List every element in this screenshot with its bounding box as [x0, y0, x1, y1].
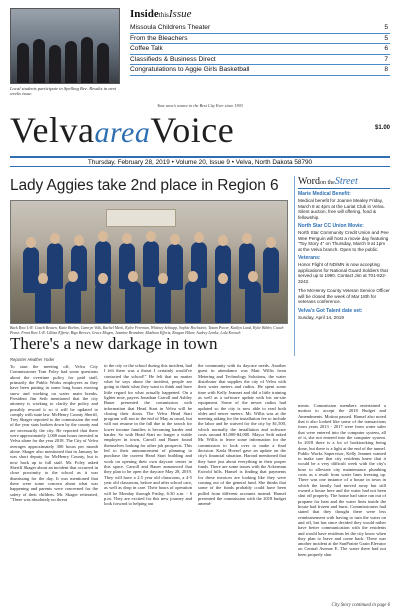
lead-headline: Lady Aggies take 2nd place in Region 6	[10, 177, 279, 194]
player-figure	[263, 247, 279, 293]
inside-item-label: Coffee Talk	[130, 45, 163, 53]
player-figure	[143, 241, 159, 287]
masthead-name-area: area	[94, 116, 151, 149]
inside-item[interactable]	[130, 34, 390, 45]
inside-item-page: 5	[384, 24, 388, 31]
story-column-2: to the city or the school during this incident, had I felt there was a threat I certainly would've contacted the school!" He felt that no matter what he says about the incident, people are going to think what they want to think and have little regard for what actually happened. On a lighter note, payers Jonathan Carroll and Ashley Bauer presented the commission with information that Head Start in Velva will be closing their doors. The Velva Head Start program will run to the end of May as usual, but will not resume in the fall due to the search for lower income families is becoming harder and harder. So with Head Start no longer a viable employer in town, Carroll and Bauer found themselves looking for other job prospects. This led to their announcement of planning to purchase the current Head Start building and work on opening their own daycare center in this space. Carroll and Bauer announced that they plan to be open the daycare May 28, 2019. They will have a 2.5 year old classroom, a 4-5 year old classroom, before and after school care, as well as drop in care. Their hours of operation will be Monday through Friday, 6:30 a.m. - 6 p.m. They are excited for this new journey and look forward to helping out	[104, 363, 192, 507]
person-figure	[33, 39, 45, 83]
wots-item	[298, 309, 390, 321]
person-figure	[17, 43, 29, 83]
inside-item-label: Classifieds & Business Direct	[130, 55, 216, 63]
wots-item-head: Marie Medical Benefit:	[298, 191, 351, 197]
masthead-name-velva: Velva	[10, 110, 95, 150]
player-figure	[167, 244, 183, 290]
wots-item-body: Honor Flight of ND/MN is now accepting applications for National Guard Soldiers that served up to 1990. Contact Jim at 701-822-3242.	[298, 262, 388, 284]
inside-title-issue: Issue	[168, 8, 192, 20]
wots-title	[298, 176, 390, 189]
wots-item-head: Velva's Got Talent date set:	[298, 307, 363, 314]
wots-item-head: North Star CC Union Movie:	[298, 223, 364, 229]
wots-item	[298, 224, 390, 252]
person-figure	[49, 45, 61, 83]
wots-item-body: North Star Community Credit Union and Pee Wee Penguin will host a movie day featuring "Toy Story 4" on Thursday, March 9 at 1pm at the Velva branch. Open to the public.	[298, 230, 389, 252]
inside-this-issue	[130, 8, 390, 96]
top-section	[10, 8, 390, 100]
story-byline: Reporter Heather Yoder	[10, 357, 55, 362]
person-figure	[81, 37, 93, 83]
price: $1.00	[374, 125, 390, 131]
inside-item[interactable]	[130, 65, 390, 76]
wots-item-body: Sunday, April 14, 2019	[298, 314, 344, 320]
wots-title-onthe: on the	[319, 180, 335, 186]
team-photo	[10, 200, 288, 324]
inside-item[interactable]	[130, 44, 390, 55]
wots-item	[298, 256, 390, 284]
inside-item-page: 8	[384, 66, 388, 74]
person-figure	[65, 41, 77, 83]
player-figure	[185, 281, 201, 323]
wots-item	[298, 288, 390, 305]
wots-item-head: Veterans:	[298, 255, 321, 261]
player-figure	[155, 283, 171, 323]
player-figure	[35, 283, 51, 323]
wots-title-street: Street	[334, 176, 358, 187]
inside-item-page: 6	[384, 45, 388, 53]
inside-item[interactable]	[130, 55, 390, 66]
player-figure	[65, 281, 81, 323]
inside-item[interactable]	[130, 23, 390, 34]
wots-title-word: Word	[298, 176, 320, 187]
column-rule	[294, 176, 295, 356]
inside-item-label: From the Bleachers	[130, 34, 188, 42]
player-figure	[215, 283, 231, 323]
wots-item	[298, 192, 390, 220]
masthead-tagline: Your area's source in the Best City Ever since 1903	[157, 103, 243, 108]
masthead-title	[10, 108, 390, 152]
player-figure	[47, 243, 63, 289]
inside-title	[130, 8, 390, 20]
masthead-name-voice: Voice	[150, 110, 235, 150]
wots-item-body: The McHenry County Veteran Service Officer will be closed the week of Mar 18th for veterans conference.	[298, 288, 390, 304]
player-figure	[125, 281, 141, 323]
story-column-1: To start the meeting off, Velva City Commissioner Tom Foley had some questions about the overtime policy for paid staff, primarily the Public Works employees as they have been putting in some long hours moving snow and working on water main breaks. President Jim Seib mentioned that the city attorney is working to clarify the policy and possibly reword it so it will be updated to comply with state law. McHenry County Sheriff, Trey Skager reported to the commission the end of the year stats broken down by the county and are necessarily the city. He reported that there were approximately 1,000 man hours invested in Velva alone for the year 2018. The City of Velva averages approximately 300 hours per month alone. Skager also mentioned that in January he was short deputy for McHenry County, but is now back up to full staff. Mr. Foley asked Sheriff Skager about an incident that occurred in close proximity to the school as it was dismissing for the day. It was mentioned that there were some concern about what was happening and parents were concerned for the safety of their children. Mr. Skager reiterated, "There was absolutely no threat	[10, 364, 98, 502]
inside-title-word: Inside	[130, 8, 159, 20]
story-headline: There's a new darkage in town	[10, 334, 218, 353]
inside-title-this: this	[158, 11, 169, 19]
wots-item-body: Medical benefit for Joanne Mealey Friday, March 8 at 4pm at the Lariat Club in Velva. Silent auction, free will offering, food & fellowship.	[298, 198, 385, 220]
team-photo-caption: Back Row L-R: Coach Reuten, Katie Boehm, Camryn Volk, Rachel Meek, Kylee Freeman, Whitney Schiupp, Sophie Hochstein, Tatum Power, Kaitlyn Lund, Kylie Bibler, Coach Pease. Front Row L-R: Lillian Effertz, Bigo Brewer, Grace Mogen, Jasmine Brandner, Madison Effertz, Reagan Hilzer, Audrey Lemke, Lola Kovach	[10, 326, 284, 335]
inside-item-label: Congratulations to Aggie Girls Basketball	[130, 66, 250, 74]
player-figure	[245, 281, 261, 323]
story-column-3: the community with its daycare needs. Another guest in attendance was Matt Willis from Metering and Technology Solutions, the water distributor that supplies the city of Velva with their water meters and radios. He spent some time with Kelly Jeannet and did a little training as well as a software update with his on-site equipment. Some of the newer radios had updated so the city is now able to read both older and newer meters. Mr. Willis was at the meeting asking for the installation fee to include the labor and be waived for the city by $1,500, which normally the installation and software costs around $1,000-$4,000. Mayor Seib asked Mr. Willis to leave some information for the commission to look over to make a final decision. Karla Hoesel gave an update on the city's financial situation. Haroud mentioned that they have just about everything in their proper funds. There are some issues with the Ackerman Estvold bills. Hansel is finding that payments for these invoices are looking like they were coming out of the general fund. She thinks that some of the funds probably could have been pulled from different accounts instead. Hansel presented the commission with the 2018 budget amend-	[198, 363, 286, 507]
player-figure	[95, 283, 111, 323]
inside-item-label: Missoula Childrens Theater	[130, 24, 211, 31]
inside-item-page: 5	[384, 34, 388, 42]
word-on-the-street	[298, 176, 390, 354]
dateline: Thursday, February 28, 2019 • Volume 20, Issue 9 • Velva, North Dakota 58790	[10, 156, 390, 167]
person-figure	[97, 43, 109, 83]
story-column-4: ments. Commission members entertained a motion to accept the 2018 Budget and Amendments. Motion passed. Hansel also noted that it also looked like some of the transactions from years 2013 - 2017 were from water sales that were entered into the computer system, all of it, she not entered into the computer system. In 2018 there is a lot of backtracking being done, but there is a light at the end of the tunnel. Public Works Supervisor, Kelly Jeannet wanted to make sure that city residents knew that it would be a very difficult week with the city's hose to alleviate city maintenance plumbing costs as a result from water lines freezing up. There was one instance of a house in town in which the family had moved away but still owned a house here and the water had not been shut off properly. The house had since ran out of propane for heat and the water lines inside the house had frozen and burst. Commissioners had stated that they thought there were less reimbursement with having to turn the water on and off, but has since decided they would rather have better communication with the residents and would have residents let the city know when they plan to leave and come back. There was another incident at the SunPrairie Grain Elevator on Central Avenue E. The water there had not been properly shut	[298, 403, 386, 557]
spelling-bee-photo	[10, 8, 120, 84]
photo-caption: Local students participate in Spelling Bee. Results in next weeks issue.	[10, 86, 117, 97]
trophy-banner	[106, 209, 176, 227]
inside-item-page: 7	[384, 55, 388, 63]
continued-note: City Story continued in page 6	[331, 603, 390, 608]
